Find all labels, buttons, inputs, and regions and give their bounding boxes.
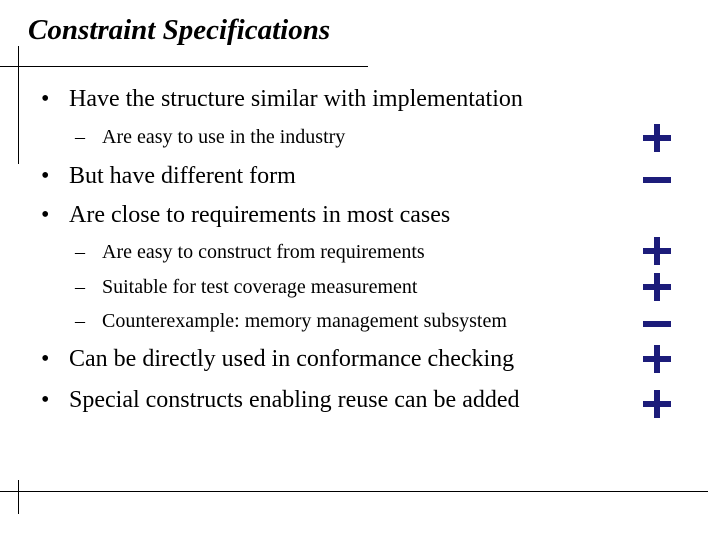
slide-title: Constraint Specifications [28, 14, 331, 46]
plus-icon [643, 124, 671, 152]
sub-bullet-item [75, 276, 417, 299]
dash-marker: – [75, 126, 85, 148]
plus-icon [643, 273, 671, 301]
footer-vertical-rule [18, 480, 19, 514]
footer-rule [0, 491, 708, 492]
sub-bullet-text: Are easy to use in the industry [102, 126, 346, 148]
sub-bullet-text: Are easy to construct from requirements [102, 241, 425, 263]
plus-icon [643, 390, 671, 418]
left-vertical-rule [18, 46, 19, 164]
bullet-marker: • [41, 387, 50, 413]
bullet-item [41, 387, 520, 414]
sub-bullet-item [75, 126, 345, 149]
bullet-item [41, 86, 523, 113]
bullet-marker: • [41, 202, 50, 228]
minus-icon [643, 166, 671, 194]
sub-bullet-text: Suitable for test coverage measurement [102, 276, 418, 298]
bullet-item [41, 163, 296, 190]
plus-icon [643, 237, 671, 265]
bullet-item [41, 346, 514, 373]
bullet-marker: • [41, 86, 50, 112]
dash-marker: – [75, 276, 85, 298]
plus-icon [643, 345, 671, 373]
bullet-marker: • [41, 163, 50, 189]
bullet-item [41, 202, 450, 229]
dash-marker: – [75, 241, 85, 263]
bullet-marker: • [41, 346, 50, 372]
sub-bullet-item [75, 241, 425, 264]
bullet-text: Special constructs enabling reuse can be added [69, 387, 520, 413]
bullet-text: Are close to requirements in most cases [69, 202, 451, 228]
sub-bullet-text: Counterexample: memory management subsystem [102, 310, 507, 332]
minus-icon [643, 310, 671, 338]
bullet-text: Have the structure similar with implementation [69, 86, 523, 112]
bullet-text: Can be directly used in conformance checking [69, 346, 515, 372]
sub-bullet-item [75, 310, 507, 333]
bullet-text: But have different form [69, 163, 296, 189]
title-underline [0, 66, 368, 67]
dash-marker: – [75, 310, 85, 332]
